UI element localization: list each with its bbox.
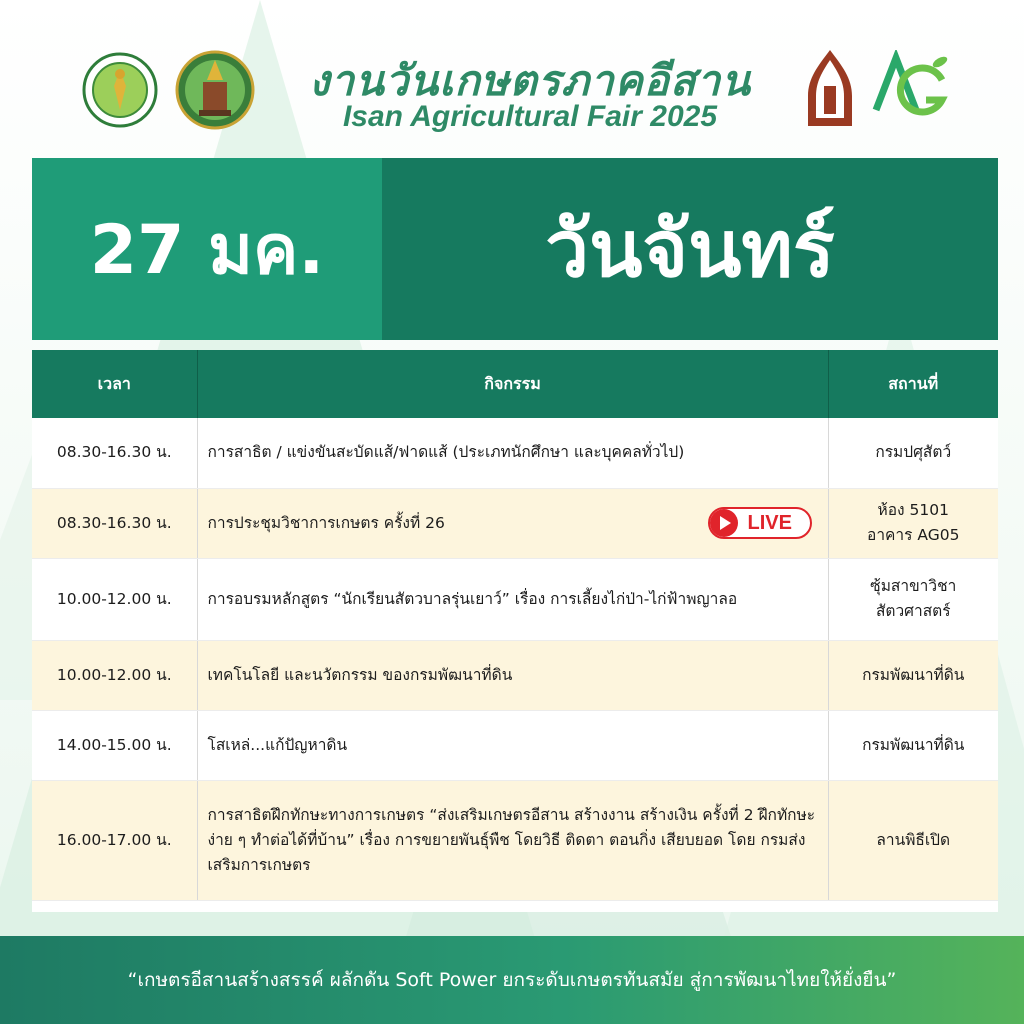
table-row [32, 710, 998, 780]
table-row [32, 640, 998, 710]
row-activity: โสเหล่...แก้ปัญหาดิน [197, 710, 828, 780]
university-logo [806, 48, 854, 128]
header [0, 40, 1024, 150]
location-line: สัตวศาสตร์ [875, 602, 951, 620]
footer-slogan: “เกษตรอีสานสร้างสรรค์ ผลักดัน Soft Power ยกระดับเกษตรทันสมัย สู่การพัฒนาไทยให้ยั่งยืน” [127, 969, 897, 991]
footer-banner [0, 936, 1024, 1024]
date-banner [32, 158, 998, 340]
event-day: วันจันทร์ [545, 205, 835, 295]
table-row [32, 780, 998, 900]
schedule-table [32, 350, 998, 912]
row-activity: การอบรมหลักสูตร “นักเรียนสัตวบาลรุ่นเยาว์” เรื่อง การเลี้ยงไก่ป่า-ไก่ฟ้าพญาลอ [197, 558, 828, 640]
header-location: สถานที่ [828, 350, 998, 418]
row-location: กรมพัฒนาที่ดิน [828, 710, 998, 780]
row-activity: เทคโนโลยี และนวัตกรรม ของกรมพัฒนาที่ดิน [197, 640, 828, 710]
row-location [828, 558, 998, 640]
row-time: 16.00-17.00 น. [32, 780, 197, 900]
row-location: กรมพัฒนาที่ดิน [828, 640, 998, 710]
row-time: 10.00-12.00 น. [32, 558, 197, 640]
live-badge[interactable] [708, 507, 812, 539]
agriculture-kku-logo [870, 50, 954, 126]
date-panel [32, 158, 382, 340]
row-location [828, 488, 998, 558]
row-time: 10.00-12.00 น. [32, 640, 197, 710]
row-activity-cell [197, 488, 828, 558]
row-location: ลานพิธีเปิด [828, 780, 998, 900]
table-row [32, 418, 998, 488]
play-icon [710, 509, 738, 537]
row-activity: การประชุมวิชาการเกษตร ครั้งที่ 26 [207, 513, 445, 532]
fair-title-thai: งานวันเกษตรภาคอีสาน [309, 56, 751, 105]
row-activity: การสาธิต / แข่งขันสะบัดแส้/ฟาดแส้ (ประเภทนักศึกษา และบุคคลทั่วไป) [197, 418, 828, 488]
fair-title-english: Isan Agricultural Fair 2025 [342, 100, 718, 133]
table-row [32, 558, 998, 640]
row-time: 08.30-16.30 น. [32, 418, 197, 488]
row-time: 14.00-15.00 น. [32, 710, 197, 780]
location-line: ซุ้มสาขาวิชา [870, 577, 957, 595]
row-location: กรมปศุสัตว์ [828, 418, 998, 488]
header-time: เวลา [32, 350, 197, 418]
live-label: LIVE [747, 511, 792, 534]
header-activity: กิจกรรม [197, 350, 828, 418]
row-time: 08.30-16.30 น. [32, 488, 197, 558]
temple-seal-logo [175, 50, 255, 130]
day-panel [382, 158, 998, 340]
location-line: อาคาร AG05 [867, 526, 960, 544]
location-line: ห้อง 5101 [877, 501, 949, 519]
table-header-row [32, 350, 998, 418]
event-date: 27 มค. [89, 211, 325, 290]
row-activity: การสาธิตฝึกทักษะทางการเกษตร “ส่งเสริมเกษตรอีสาน สร้างงาน สร้างเงิน ครั้งที่ 2 ฝึกทักษะง่าย ๆ ทำต่อได้ที่บ้าน” เรื่อง การขยายพันธุ์พืช โดยวิธี ติดตา ตอนกิ่ง เสียบยอด โดย กรมส่งเสริมการเกษตร [197, 780, 828, 900]
table-row [32, 488, 998, 558]
department-seal-logo [82, 52, 158, 128]
